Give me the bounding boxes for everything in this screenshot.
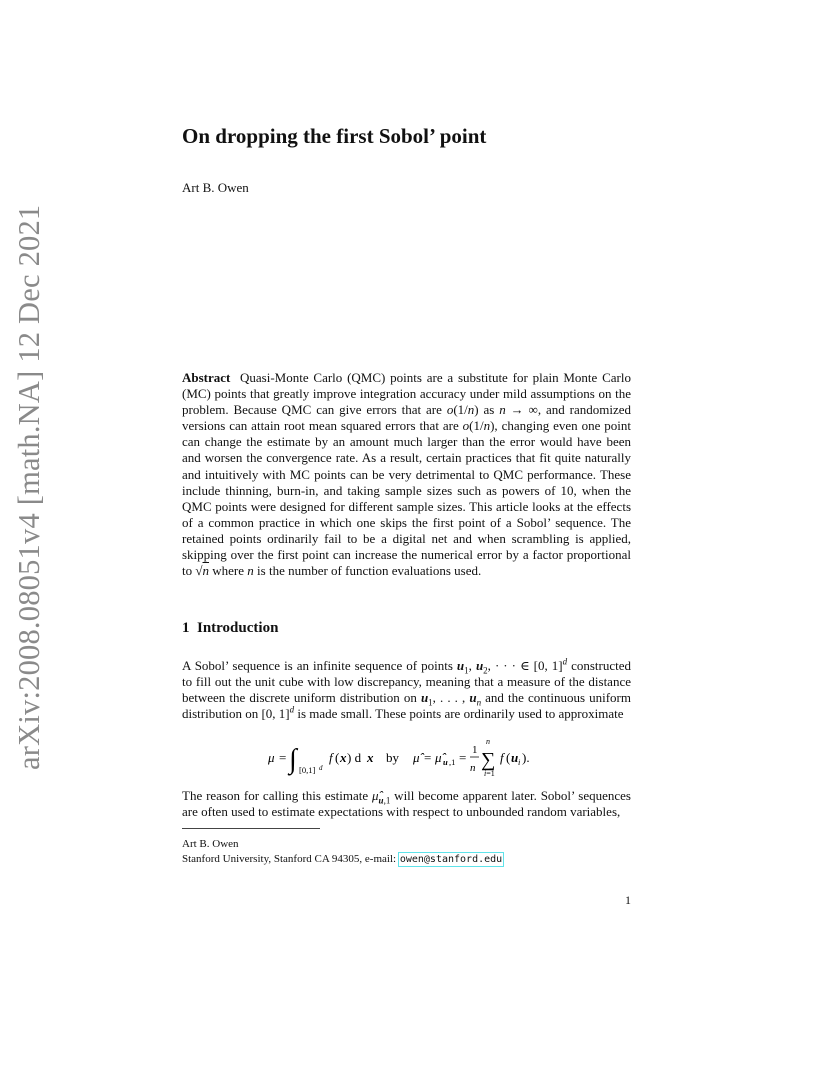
svg-text:=: = [424, 750, 432, 765]
page-number: 1 [625, 893, 631, 907]
svg-text:n: n [470, 762, 476, 774]
equation-by-label: by [386, 750, 399, 765]
svg-text:f: f [500, 750, 504, 765]
intro-paragraph-2: The reason for calling this estimate $\mû_{u,1}$ will become apparent later. Sobol’ sequences are often used to estimate expectations with respect to unbounded random variables, [182, 788, 631, 820]
svg-text:x: x [367, 750, 374, 765]
section-title: Introduction [197, 620, 279, 636]
author-name: Art B. Owen [182, 180, 249, 195]
abstract: Abstract Quasi-Monte Carlo (QMC) points are a substitute for plain Monte Carlo (MC) points that greatly improve integration accuracy under mild assumptions on the problem. Because QMC can give errors that are o(1/n) as n → ∞, and randomized versions can attain root mean squared errors that are o(1/n), changing even one point can change the estimate by an amount much larger than the error would have been and worsen the convergence rate. As a result, certain practices that fit quite naturally and intuitively with MC points can be very detrimental to QMC performance. These include thinning, burn-in, and taking sample sizes such as powers of 10, when the QMC points were designed for different sample sizes. This article looks at the effects of a common practice in which one skips the first point of a Sobol’ sequence. The retained points ordinarily fail to be a digital net and when scrambling is applied, skipping over the first point can increase the numerical error by a factor proportional to √n where n is the number of function evaluations used. [182, 370, 631, 579]
email-link[interactable]: owen@stanford.edu [399, 853, 503, 865]
svg-text:μ: μ [268, 750, 275, 765]
svg-text:i=1: i=1 [484, 769, 495, 778]
svg-text:μ̂: μ̂ [435, 750, 442, 765]
svg-text:) d: ) d [347, 750, 362, 765]
footnote-author: Art B. Owen [182, 838, 239, 850]
section-heading [182, 620, 278, 637]
svg-text:=: = [459, 750, 467, 765]
svg-text:1: 1 [472, 744, 478, 756]
footnote [182, 837, 503, 867]
abstract-text-1: Quasi-Monte Carlo (QMC) points are a substitute for plain Monte Carlo (MC) points that greatly improve integration accuracy under mild assumptions on the problem. Because QMC can give errors that are [182, 370, 631, 418]
svg-text:u: u [443, 757, 448, 767]
svg-text:n: n [486, 738, 490, 746]
svg-text:x: x [340, 750, 347, 765]
svg-text:u: u [511, 750, 519, 765]
svg-text:(: ( [335, 750, 340, 765]
svg-text:,1: ,1 [449, 757, 456, 767]
svg-text:f: f [329, 750, 333, 765]
abstract-text-2: , and randomized versions can attain root mean squared errors that are [182, 402, 631, 434]
section-number: 1 [182, 620, 190, 636]
svg-text:=: = [279, 750, 287, 765]
svg-text:∑: ∑ [481, 749, 496, 771]
abstract-label: Abstract [182, 370, 231, 385]
svg-text:[0,1]: [0,1] [299, 765, 316, 775]
svg-text:∫: ∫ [289, 744, 297, 775]
footnote-affiliation: Stanford University, Stanford CA 94305, e-mail: [182, 852, 399, 865]
intro-paragraph-1: A Sobol’ sequence is an infinite sequence of points $u_1$, $u_2$, · · · ∈ [0, 1]$^d$ constructed to fill out the unit cube with low discrepancy, meaning that a measure of the distance between the discrete uniform distribution on $u_1$, . . . , $u_n$ and the continuous uniform distribution on [0, 1]$^d$ is made small. These points are ordinarily used to approximate [182, 656, 632, 722]
svg-text:i: i [518, 757, 521, 767]
equation-mu [182, 738, 631, 784]
arxiv-identifier: arXiv:2008.08051v4 [math.NA] 12 Dec 2021 [12, 204, 46, 770]
abstract-text-5: is the number of function evaluations used. [253, 563, 482, 579]
paper-title: On dropping the first Sobol’ point [182, 124, 487, 148]
svg-text:).: ). [522, 750, 530, 765]
footnote-rule [182, 828, 320, 829]
svg-text:(: ( [506, 750, 511, 765]
svg-text:d: d [319, 764, 323, 772]
abstract-text-4: where [209, 563, 248, 579]
svg-text:μ̂: μ̂ [413, 750, 420, 765]
abstract-text-3: , changing even one point can change the estimate by an amount much larger than the error would have been and worsen the convergence rate. As a result, certain practices that fit quite naturally and intuitively with MC points can be very detrimental to QMC performance. These include thinning, burn-in, and taking sample sizes such as powers of 10, when the QMC points were designed for different sample sizes. This article looks at the effects of a common practice in which one skips the first point of a Sobol’ sequence. The retained points ordinarily fail to be a digital net and when scrambling is applied, skipping over the first point can increase the numerical error by a factor proportional to [182, 418, 631, 579]
